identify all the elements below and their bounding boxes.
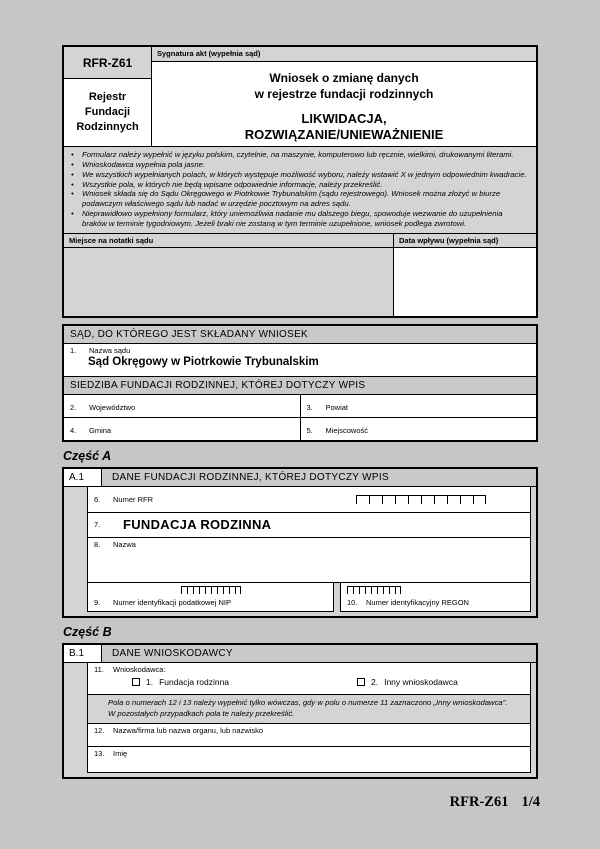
applicant-firstname-field[interactable] (87, 746, 531, 773)
field-label: Powiat (325, 402, 349, 412)
section-b1-title: DANE WNIOSKODAWCY (102, 645, 536, 662)
page-footer (450, 794, 540, 811)
section-a1-body (64, 487, 536, 616)
instructions-block (64, 147, 536, 234)
applicant-field (87, 663, 531, 695)
instruction-item: • Wnioskodawca wypełnia pola jasne. (70, 160, 528, 170)
option-fundacja-rodzinna[interactable] (132, 677, 357, 687)
field-label: Numer identyfikacji podatkowej NIP (113, 597, 231, 607)
option-label: Inny wnioskodawca (384, 676, 458, 687)
option-label: Fundacja rodzinna (159, 676, 230, 687)
foundation-name-label (94, 540, 524, 549)
court-notes-label: Miejsce na notatki sądu (64, 234, 393, 248)
rfr-number-label (94, 495, 153, 504)
field-label: Nazwa (113, 539, 136, 549)
case-signature-label: Sygnatura akt (wypełnia sąd) (157, 49, 261, 58)
form-title-line1: Wniosek o zmianę danych (269, 71, 419, 85)
city-field[interactable] (301, 418, 537, 440)
form-title-line2: w rejestrze fundacji rodzinnych (254, 86, 434, 101)
register-name: Rejestr Fundacji Rodzinnych (76, 91, 139, 133)
applicant-label (94, 665, 524, 674)
commune-field[interactable] (64, 418, 301, 440)
field-number: 2. (70, 402, 77, 412)
form-subtitle-line1: LIKWIDACJA, (301, 111, 387, 127)
court-notes-box (64, 234, 394, 316)
form-top-block (62, 45, 538, 318)
rfr-number-field[interactable] (87, 487, 531, 513)
field-number: 8. (94, 539, 101, 549)
voivodeship-field[interactable] (64, 395, 301, 417)
footer-page-number: 1/4 (521, 794, 540, 810)
applicant-name-label (94, 726, 524, 735)
field-number: 1. (70, 345, 77, 355)
field-label: Gmina (89, 425, 112, 435)
field-number: 13. (94, 749, 105, 759)
nip-comb-line (94, 586, 327, 596)
instruction-item: • Nieprawidłowo wypełniony formularz, który uniemożliwia nadanie mu dalszego biegu, spowoduje wezwanie do uzupełnienia braków w terminie tygodniowym. Jeżeli braki nie zostaną w tym terminie uzupełnione, wniosek podlega zwrotowi. (70, 209, 528, 229)
court-name-value: Sąd Okręgowy w Piotrkowie Trybunalskim (88, 355, 319, 368)
rfr-number-comb[interactable] (356, 495, 486, 504)
section-a1-title: DANE FUNDACJI RODZINNEJ, KTÓREJ DOTYCZY WPIS (102, 469, 536, 486)
case-signature-field (152, 47, 536, 62)
field-label: Miejscowość (325, 425, 369, 435)
instruction-item: • We wszystkich wypełnianych polach, w których występuje możliwość wyboru, należy wstawić X w jednym odpowiednim kwadracie. (70, 170, 528, 180)
field-number: 3. (306, 402, 313, 412)
fields-12-13-note: Pola o numerach 12 i 13 należy wypełnić tylko wówczas, gdy w polu o numerze 11 zaznaczono „Inny wnioskodawca”. W pozostałych przypadkach pola te należy przekreślić. (87, 694, 531, 725)
section-b1-code: B.1 (64, 645, 102, 662)
form-code: RFR-Z61 (82, 55, 133, 70)
seat-row-2 (64, 418, 536, 440)
option-number: 2. (371, 676, 379, 687)
nip-regon-row (87, 582, 531, 612)
regon-comb[interactable] (347, 586, 401, 594)
applicant-firstname-label (94, 749, 524, 758)
header-left-column (64, 47, 152, 146)
date-received-box (394, 234, 536, 316)
applicant-options (132, 677, 524, 687)
field-number: 4. (70, 425, 77, 435)
regon-field[interactable] (340, 582, 531, 612)
nip-comb[interactable] (181, 586, 241, 594)
option-inny-wnioskodawca[interactable] (357, 677, 458, 687)
option-number: 1. (146, 676, 154, 687)
seat-row-1 (64, 395, 536, 418)
register-name-box (64, 79, 151, 146)
instruction-item: • Wszystkie pola, w których nie będą wpisane odpowiednie informacje, należy przekreślić. (70, 180, 528, 190)
regon-comb-line (347, 586, 524, 596)
section-b1-header (64, 645, 536, 663)
field-label: Wnioskodawca: (113, 664, 166, 674)
form-header (64, 47, 536, 147)
field-label: Numer identyfikacyjny REGON (366, 597, 469, 607)
foundation-name-field[interactable] (87, 537, 531, 583)
field-label: Imię (113, 749, 128, 759)
court-notes-area (64, 248, 393, 316)
date-received-label: Data wpływu (wypełnia sąd) (394, 234, 536, 248)
court-name-field (64, 344, 536, 377)
foundation-type-value: FUNDACJA RODZINNA (123, 517, 272, 533)
checkbox-fundacja-rodzinna[interactable] (132, 678, 140, 686)
section-a1 (62, 467, 538, 618)
foundation-type-field (87, 512, 531, 538)
field-label: Nazwa/firma lub nazwa organu, lub nazwisko (113, 726, 264, 736)
footer-form-code: RFR-Z61 (449, 794, 509, 810)
field-label: Województwo (89, 402, 136, 412)
field-number: 10. (347, 597, 358, 607)
field-label: Nazwa sądu (89, 345, 131, 355)
court-name-field-label (70, 346, 530, 355)
section-b1-body (64, 663, 536, 778)
section-a1-header (64, 469, 536, 487)
section-a1-code: A.1 (64, 469, 102, 486)
form-code-box (64, 47, 151, 79)
date-received-area (394, 248, 536, 316)
field-number: 6. (94, 494, 101, 504)
form-title-area (152, 62, 536, 146)
applicant-name-field[interactable] (87, 723, 531, 747)
nip-field[interactable] (87, 582, 334, 612)
county-field[interactable] (301, 395, 537, 417)
section-b1 (62, 643, 538, 780)
checkbox-inny-wnioskodawca[interactable] (357, 678, 365, 686)
court-use-row (64, 234, 536, 316)
part-b-label: Część B (63, 624, 112, 639)
field-number: 12. (94, 726, 105, 736)
field-number: 9. (94, 597, 101, 607)
instructions-list (70, 150, 528, 229)
header-right-column (152, 47, 536, 146)
court-section-header: SĄD, DO KTÓREGO JEST SKŁADANY WNIOSEK (64, 326, 536, 344)
form-subtitle-line2: ROZWIĄZANIE/UNIEWAŻNIENIE (244, 127, 444, 143)
court-seat-block (62, 324, 538, 442)
nip-label (94, 598, 327, 607)
form-subtitle (152, 111, 536, 144)
field-label: Numer RFR (113, 494, 154, 504)
regon-label (347, 598, 524, 607)
seat-section-header: SIEDZIBA FUNDACJI RODZINNEJ, KTÓREJ DOTYCZY WPIS (64, 377, 536, 395)
form-body (62, 45, 538, 779)
field-number: 5. (306, 425, 313, 435)
field-number: 7. (94, 520, 101, 530)
part-a-label: Część A (63, 448, 112, 463)
instruction-item: • Wniosek składa się do Sądu Okręgowego w Piotrkowie Trybunalskim (sądu rejestrowego). Wniosek można złożyć w biurze podawczym właściwego sądu lub nadać w urzędzie pocztowym na adres sądu. (70, 189, 528, 209)
field-number: 11. (94, 664, 104, 674)
instruction-item: • Formularz należy wypełnić w języku polskim, czytelnie, na maszynie, komputerowo lub ręcznie, wielkimi, drukowanymi literami. (70, 150, 528, 160)
